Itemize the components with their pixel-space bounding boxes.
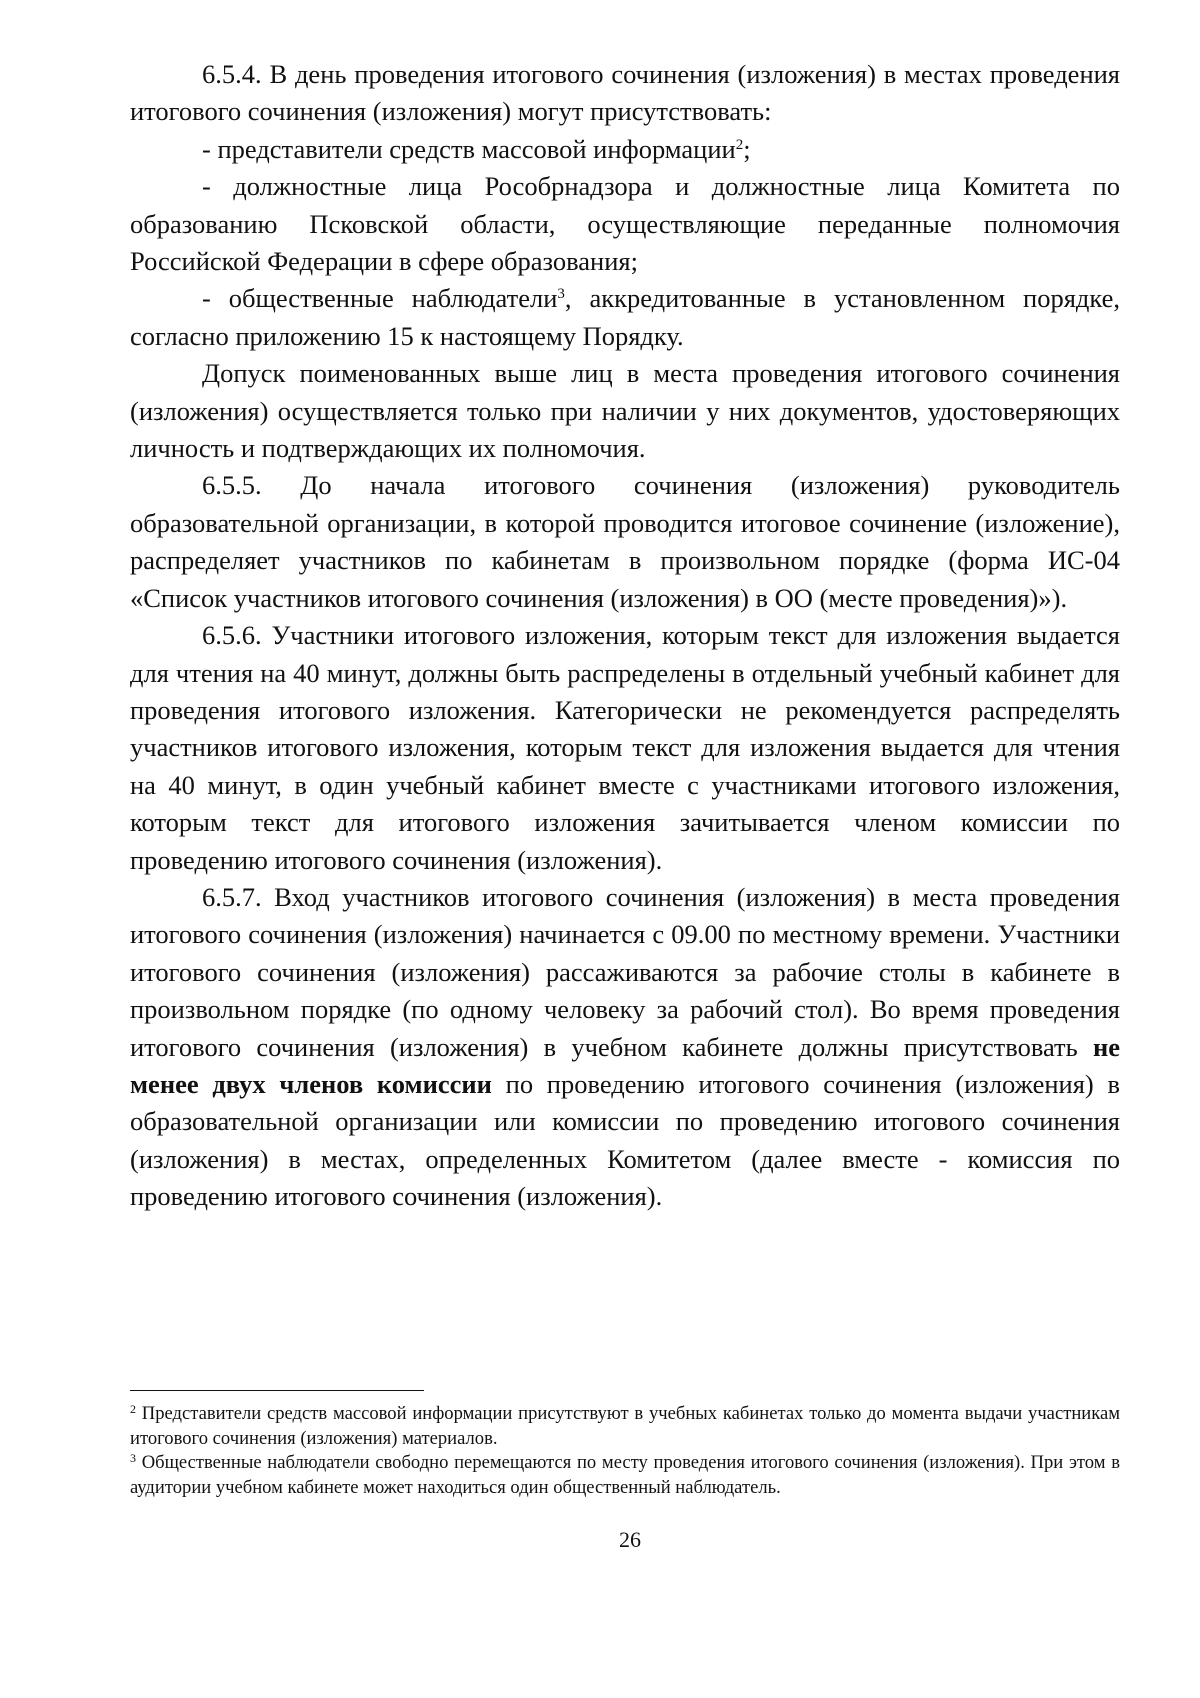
paragraph-6-5-7	[130, 879, 1120, 1216]
main-text	[130, 56, 1120, 1216]
paragraph-text: - общественные наблюдатели	[202, 283, 558, 314]
paragraph-media-representatives	[130, 131, 1120, 168]
paragraph-public-observers	[130, 280, 1120, 355]
paragraph-text: 6.5.4. В день проведения итогового сочинения (изложения) в местах проведения итогового сочинения (изложения) могут присутствовать:	[130, 59, 1120, 127]
paragraph-6-5-6	[130, 617, 1120, 879]
paragraph-text-tail: ;	[743, 133, 751, 164]
footnote-text: Представители средств массовой информации присутствуют в учебных кабинетах только до момента выдачи участникам итогового сочинения (изложения) материалов.	[130, 1403, 1120, 1449]
paragraph-6-5-5	[130, 467, 1120, 617]
footnote-2	[130, 1402, 1120, 1451]
page-number: 26	[619, 1527, 641, 1552]
paragraph-6-5-4	[130, 56, 1120, 131]
footnote-3	[130, 1451, 1120, 1500]
paragraph-text: 6.5.6. Участники итогового изложения, которым текст для изложения выдается для чтения на 40 минут, должны быть распределены в отдельный учебный кабинет для проведения итогового изложения. Категорически не рекомендуется распределять участников итогового изложения, которым текст для изложения выдается для чтения на 40 минут, в один учебный кабинет вместе с участниками итогового изложения, которым текст для итогового изложения зачитывается членом комиссии по проведению итогового сочинения (изложения).	[130, 620, 1120, 875]
paragraph-text-tail: , аккредитованные в установленном порядке, согласно приложению 15 к настоящему Порядку.	[130, 283, 1121, 351]
paragraph-admission	[130, 355, 1120, 467]
paragraph-text: - представители средств массовой информации	[202, 133, 736, 164]
paragraph-text: 6.5.5. До начала итогового сочинения (изложения) руководитель образовательной организации, в которой проводится итоговое сочинение (изложение), распределяет участников по кабинетам в произвольном порядке (форма ИС-04 «Список участников итогового сочинения (изложения) в ОО (месте проведения)»).	[130, 470, 1120, 613]
footnote-separator	[130, 1390, 424, 1391]
footnote-ref-3: 3	[557, 286, 565, 303]
footnote-number: 3	[130, 1451, 136, 1465]
paragraph-text: - должностные лица Рособрнадзора и должностные лица Комитета по образованию Псковской области, осуществляющие переданные полномочия Российской Федерации в сфере образования;	[130, 171, 1120, 277]
footnote-ref-2: 2	[735, 136, 744, 153]
paragraph-text: 6.5.7. Вход участников итогового сочинения (изложения) в места проведения итогового сочинения (изложения) начинается с 09.00 по местному времени. Участники итогового сочинения (изложения) рассаживаются за рабочие столы в кабинете в произвольном порядке (по одному человеку за рабочий стол). Во время проведения итогового сочинения (изложения) в учебном кабинете должны присутствовать	[130, 881, 1120, 1062]
footnote-number: 2	[130, 1402, 136, 1416]
paragraph-officials	[130, 168, 1120, 280]
paragraph-text-after: по проведению итогового сочинения (изложения) в образовательной организации или комиссии по проведению итогового сочинения (изложения) в местах, определенных Комитетом (далее вместе - комиссия по проведению итогового сочинения (изложения).	[130, 1068, 1120, 1212]
footnotes	[130, 1402, 1120, 1500]
footnote-text: Общественные наблюдатели свободно перемещаются по месту проведения итогового сочинения (изложения). При этом в аудитории учебном кабинете может находиться один общественный наблюдатель.	[130, 1452, 1120, 1498]
paragraph-text: Допуск поименованных выше лиц в места проведения итогового сочинения (изложения) осуществляется только при наличии у них документов, удостоверяющих личность и подтверждающих их полномочия.	[130, 358, 1120, 464]
bold-emphasis: не менее двух членов комиссии	[130, 1031, 1120, 1099]
